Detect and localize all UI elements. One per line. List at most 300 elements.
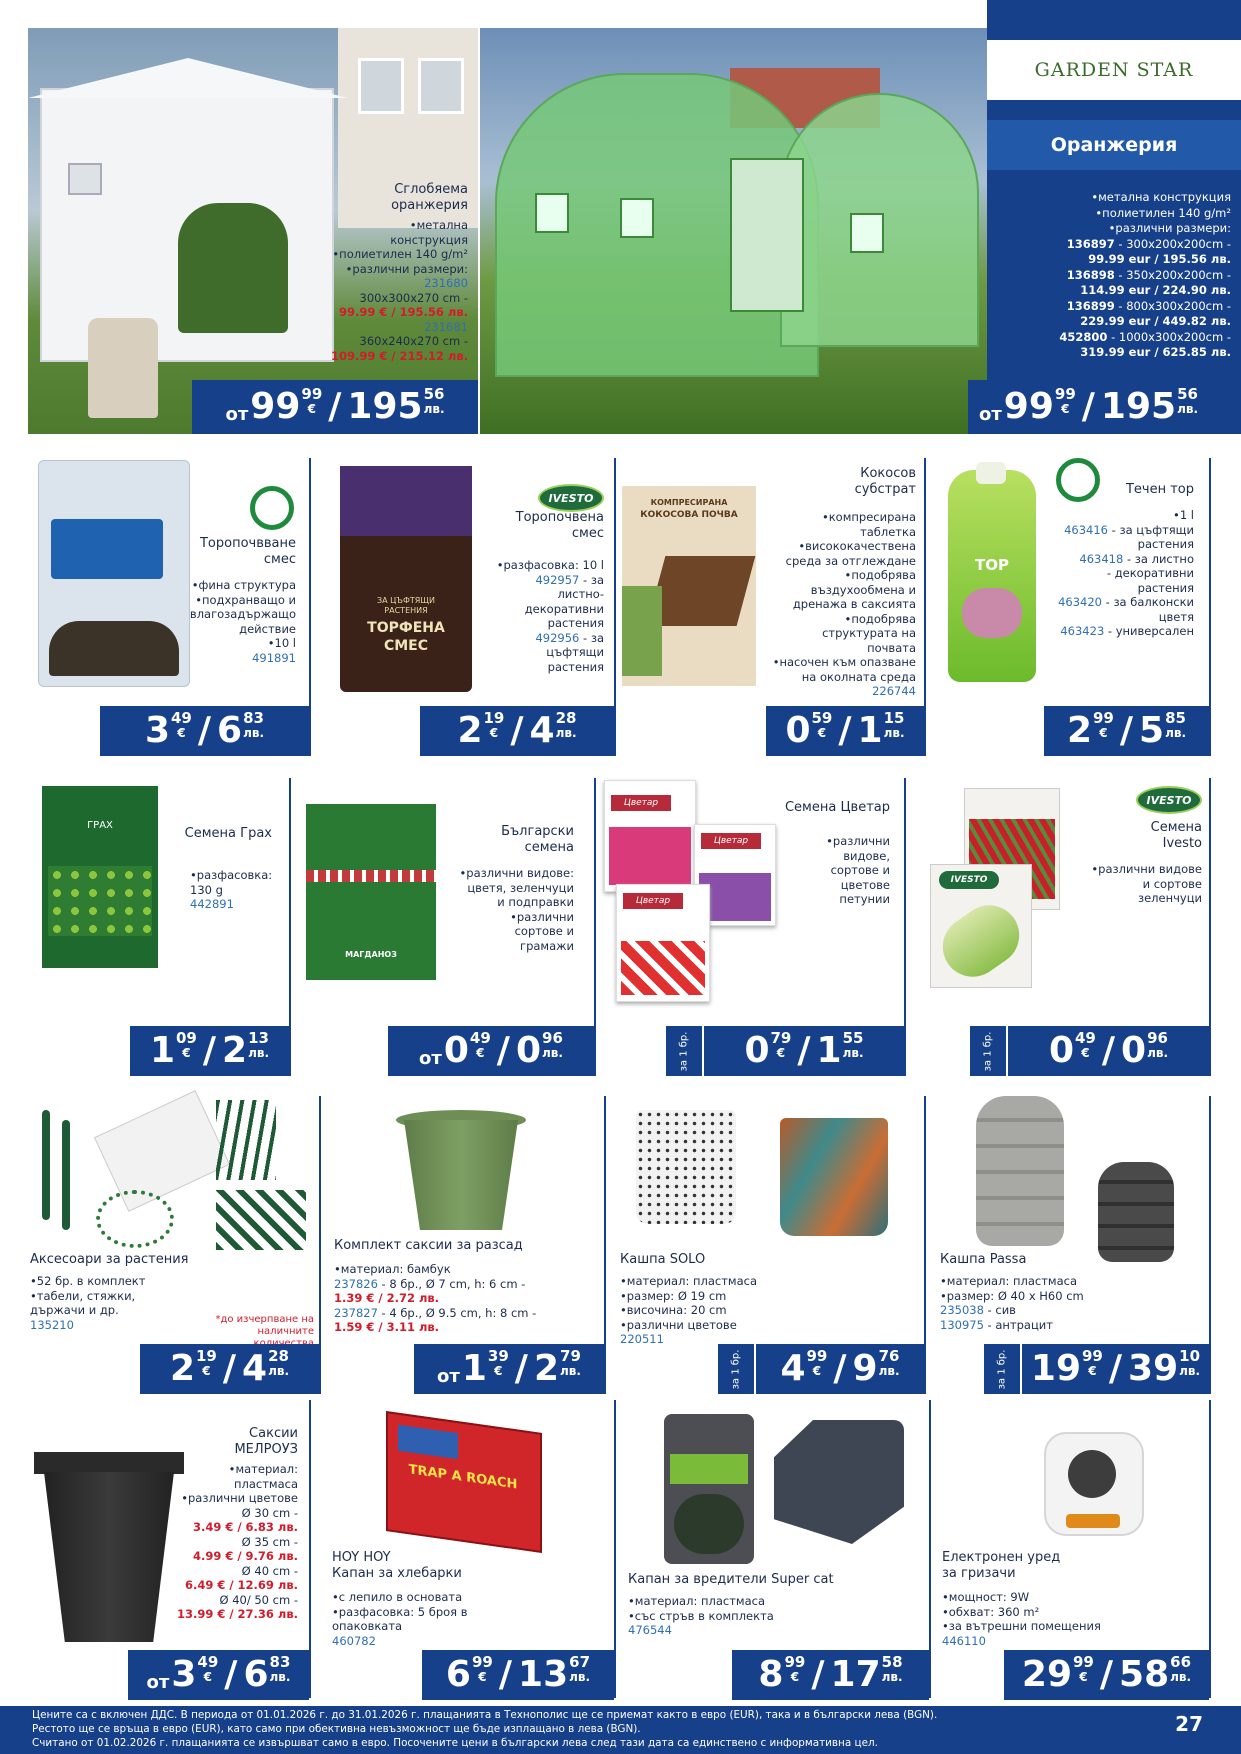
price-bgn-dec: 15 xyxy=(883,709,905,727)
product-desc xyxy=(780,834,890,907)
desc-line: •за вътрешни помещения xyxy=(942,1619,1101,1633)
variant-price: 1.59 € / 3.11 лв. xyxy=(334,1320,440,1334)
plant-clips xyxy=(216,1190,306,1250)
price-bgn-dec: 96 xyxy=(542,1029,563,1047)
variant-price: 229.99 eur / 449.82 лв. xyxy=(1080,314,1231,328)
price-eur-int: 99 xyxy=(1003,386,1054,427)
price-tag: 0 79 € / 1 55 лв. xyxy=(704,1026,904,1076)
rat-trap-image xyxy=(774,1420,904,1544)
product-desc xyxy=(1040,508,1194,639)
variant-code: 452800 xyxy=(1059,329,1108,344)
price-eur-sym: € xyxy=(494,1364,503,1378)
spec-line: •различни размери: xyxy=(1108,221,1231,235)
price-prefix: от xyxy=(419,1048,442,1069)
product-code: 226744 xyxy=(872,684,916,698)
price-tag: от 0 49 € / 0 96 лв. xyxy=(388,1026,594,1076)
unit-text: за 1 бр. xyxy=(678,1031,690,1071)
price-bgn-sym: лв. xyxy=(555,726,577,740)
price-bgn-int: 17 xyxy=(830,1654,881,1695)
desc-line: •разфасовка: 10 l xyxy=(496,558,604,572)
collapsible-price-tag: от 99 99 € / 195 56 лв. xyxy=(192,380,478,434)
ornament-stripe xyxy=(306,870,436,882)
price-eur-dec: 49 xyxy=(1075,1029,1096,1047)
sprouts-illustration xyxy=(622,586,662,676)
collapsible-spec: конструкция xyxy=(390,232,468,247)
desc-line: •мощност: 9W xyxy=(942,1590,1030,1604)
desc-line: •височина: 20 cm xyxy=(620,1303,727,1317)
pot-body xyxy=(404,1120,518,1230)
desc-line: •различни xyxy=(510,909,574,924)
price-prefix: от xyxy=(225,404,249,425)
pack-label xyxy=(670,1454,748,1484)
desc-line: и подправки xyxy=(497,895,574,909)
product-title xyxy=(480,510,604,542)
disclaimer-line: Цените са с включен ДДС. В периода от 01.01.2026 г. до 31.01.2026 г. плащанията в Технополис ще се приемат както в евро (EUR), така и в български лева (BGN). xyxy=(32,1709,938,1721)
bottle-cap xyxy=(976,462,1006,484)
price-prefix: от xyxy=(146,1672,170,1693)
unit-label xyxy=(970,1026,1006,1076)
desc-line: •насочен към опазване xyxy=(772,655,916,669)
price-bgn-int: 195 xyxy=(347,386,423,427)
price-eur-sym: € xyxy=(1061,402,1070,416)
variant-price: 99.99 € / 195.56 лв. xyxy=(338,305,468,319)
price-eur-int: 3 xyxy=(171,1654,197,1695)
unit-text: за 1 бр. xyxy=(982,1031,994,1071)
title-line: Торопочвена xyxy=(515,510,604,525)
price-bgn-sym: лв. xyxy=(883,726,905,740)
price-eur-dec: 99 xyxy=(1082,1347,1103,1365)
desc-line: •материал: бамбук xyxy=(334,1262,451,1276)
price-bgn-dec: 83 xyxy=(269,1653,291,1671)
plants-illustration xyxy=(178,203,288,333)
pack-text: Цветар xyxy=(611,795,671,811)
desc-line: опаковката xyxy=(332,1619,403,1633)
zucchini-photo xyxy=(931,893,1031,988)
pack-text: КОМПРЕСИРАНА xyxy=(650,498,728,507)
desc-line: •размер: Ø 19 cm xyxy=(620,1288,727,1303)
product-code: 463423 xyxy=(1060,624,1105,638)
tent-window xyxy=(68,163,102,195)
price-eur-int: 0 xyxy=(1048,1030,1074,1071)
device-label xyxy=(1066,1514,1120,1528)
variant-text: - 8 бр., Ø 7 cm, h: 6 cm - xyxy=(377,1276,526,1291)
price-bgn-dec: 83 xyxy=(243,709,264,727)
price-bgn-int: 6 xyxy=(217,710,243,751)
desc-line: •различни видове xyxy=(1091,862,1202,876)
ivesto-logo: IVESTO xyxy=(538,484,604,512)
flower-photo xyxy=(621,941,705,995)
price-tag: 8 99 € / 17 58 лв. xyxy=(732,1650,929,1700)
collapsible-title-2: оранжерия xyxy=(391,198,468,213)
product-title xyxy=(1060,820,1202,852)
price-bgn-int: 0 xyxy=(515,1030,541,1071)
seed-packet xyxy=(930,864,1032,988)
price-bgn-int: 1 xyxy=(857,710,883,751)
product-title: Кашпа Passa xyxy=(940,1252,1027,1267)
rat-trap-package-image xyxy=(664,1414,754,1564)
price-eur-int: 6 xyxy=(445,1654,471,1695)
code-tail: - за xyxy=(579,630,604,645)
unit-label xyxy=(984,1344,1020,1394)
desc-line: растения xyxy=(547,659,604,674)
size-line: Ø 35 cm - xyxy=(241,1534,298,1549)
product-desc xyxy=(628,1594,848,1638)
passa-pot-anthracite-image xyxy=(1098,1162,1174,1262)
variant-size: 300x300x270 cm - xyxy=(359,290,468,305)
pot-body xyxy=(44,1472,174,1642)
ivesto-logo: IVESTO xyxy=(1136,786,1202,814)
variant-size: 360x240x270 cm - xyxy=(359,334,468,348)
product-title: Течен тор xyxy=(1125,482,1194,497)
variant-line xyxy=(334,1306,604,1321)
desc-line: 130 g xyxy=(190,882,223,897)
product-code: 235038 xyxy=(940,1303,984,1317)
product-code: 130975 xyxy=(940,1317,984,1332)
pack-text: Цветар xyxy=(701,833,761,849)
desc-line: •с лепило в основата xyxy=(332,1590,463,1604)
price-bgn-dec: 28 xyxy=(268,1347,289,1365)
product-title: Семена Грах xyxy=(184,826,272,841)
desc-line: •различни видове: xyxy=(459,866,574,880)
unit-text: за 1 бр. xyxy=(730,1349,742,1389)
product-code: 237826 xyxy=(334,1276,378,1291)
collapsible-spec: •различни размери: xyxy=(345,261,468,276)
price-bgn-dec: 13 xyxy=(248,1029,269,1047)
price-bgn-dec: 96 xyxy=(1147,1029,1168,1047)
bag-text: ЗА ЦЪФТЯЩИ xyxy=(376,596,436,605)
pack-text: МАГДАНОЗ xyxy=(345,950,397,959)
flower-illustration xyxy=(962,588,1022,638)
desc-line: •разфасовка: 5 броя в xyxy=(332,1604,468,1619)
size-price: 4.99 € / 9.76 лв. xyxy=(192,1549,298,1563)
desc-line: и сортове xyxy=(1142,876,1202,891)
variant-line xyxy=(1040,523,1194,538)
product-code: 476544 xyxy=(628,1623,672,1637)
desc-line: •материал: xyxy=(228,1462,298,1476)
price-bgn-dec: 67 xyxy=(569,1653,591,1671)
product-desc xyxy=(620,1274,820,1347)
price-bgn-int: 0 xyxy=(1121,1030,1147,1071)
house-window xyxy=(358,58,404,114)
price-eur-sym: € xyxy=(489,726,499,740)
price-bgn-int: 2 xyxy=(222,1030,248,1071)
note-line: *до изчерпване на xyxy=(215,1314,314,1325)
variant-line xyxy=(1040,595,1194,610)
price-eur-int: 1 xyxy=(149,1030,175,1071)
desc-line: листно- xyxy=(557,587,604,601)
desc-line: •различни xyxy=(826,834,890,848)
variant-size: - 350x200x200cm - xyxy=(1114,267,1231,282)
price-eur-sym: € xyxy=(1099,726,1108,740)
price-eur-dec: 49 xyxy=(197,1653,219,1671)
price-bgn-int: 5 xyxy=(1139,710,1165,751)
product-title: Комплект саксии за разсад xyxy=(334,1238,523,1253)
pack-text: КОКОСОВА ПОЧВА xyxy=(640,510,738,520)
title-line: Електронен уред xyxy=(942,1550,1061,1565)
price-tag: 1 09 € / 2 13 лв. xyxy=(130,1026,289,1076)
price-bgn-dec: 58 xyxy=(881,1653,903,1671)
greenhouse-info-panel xyxy=(987,0,1241,434)
size-price: 13.99 € / 27.36 лв. xyxy=(176,1607,298,1621)
plant-stake xyxy=(62,1120,70,1230)
garden-star-logo: GARDEN STAR xyxy=(987,40,1241,100)
title-line: Саксии xyxy=(249,1426,298,1441)
price-bgn-sym: лв. xyxy=(243,726,265,740)
price-bgn-sym: лв. xyxy=(842,1046,864,1060)
price-eur-dec: 99 xyxy=(471,1653,493,1671)
price-bgn-sym: лв. xyxy=(569,1670,591,1684)
price-bgn-dec: 56 xyxy=(1177,385,1198,403)
size-line: Ø 40/ 50 cm - xyxy=(219,1592,298,1607)
price-tag: 0 59 € / 1 15 лв. xyxy=(766,706,924,756)
product-desc xyxy=(332,1590,502,1648)
product-code: 491891 xyxy=(252,650,296,665)
product-desc xyxy=(940,1274,1140,1332)
unit-label xyxy=(666,1026,702,1076)
product-title xyxy=(170,1426,298,1458)
price-eur-dec: 39 xyxy=(487,1347,509,1365)
price-eur-sym: € xyxy=(307,402,316,416)
product-desc xyxy=(334,1262,604,1335)
price-tag: 2 99 € / 5 85 лв. xyxy=(1044,706,1209,756)
seed-packet xyxy=(604,780,696,892)
price-eur-dec: 59 xyxy=(811,709,833,727)
size-price: 6.49 € / 12.69 лв. xyxy=(184,1578,298,1592)
product-title: Капан за вредители Super cat xyxy=(628,1572,834,1587)
desc-line: •подобрява xyxy=(844,568,916,582)
price-tag: 19 99 € / 39 10 лв. xyxy=(1022,1344,1209,1394)
price-eur-sym: € xyxy=(177,726,186,740)
price-eur-sym: € xyxy=(790,1670,800,1684)
bag-text: РАСТЕНИЯ xyxy=(384,606,428,615)
price-bgn-dec: 28 xyxy=(555,709,577,727)
price-eur-dec: 19 xyxy=(483,709,505,727)
greenhouse-door xyxy=(730,158,804,312)
desc-line: •разфасовка: xyxy=(190,868,273,882)
price-eur-int: 0 xyxy=(744,1030,770,1071)
product-code: 463416 xyxy=(1064,522,1108,537)
price-eur-int: 8 xyxy=(758,1654,784,1695)
desc-line: видове, xyxy=(843,848,890,863)
passa-pot-grey-image xyxy=(976,1096,1064,1246)
product-desc xyxy=(1060,862,1202,906)
desc-line: сортове и xyxy=(830,863,890,877)
price-eur-sym: € xyxy=(476,1046,485,1060)
desc-line: растения xyxy=(1137,537,1194,551)
product-desc xyxy=(440,866,574,953)
pack-text: ГРАХ xyxy=(87,820,113,831)
price-eur-int: 2 xyxy=(169,1348,195,1389)
plant-accessories-image xyxy=(36,1100,306,1250)
desc-line: •различни цветове xyxy=(181,1491,298,1505)
variant-size: - 800x300x200cm - xyxy=(1114,298,1231,313)
greenhouse-title: Оранжерия xyxy=(987,120,1241,170)
variant-text: - за балконски xyxy=(1101,595,1194,609)
desc-line: •табели, стяжки, xyxy=(30,1288,136,1303)
price-eur-int: 1 xyxy=(461,1348,487,1389)
column-divider xyxy=(614,1400,616,1698)
column-divider xyxy=(924,458,926,756)
variant-price: 1.39 € / 2.72 лв. xyxy=(334,1291,440,1305)
desc-line: цветя, зеленчуци xyxy=(467,880,574,895)
roach-trap-box-image xyxy=(386,1411,542,1553)
price-bgn-sym: лв. xyxy=(881,1670,903,1684)
ivesto-seeds-image xyxy=(930,788,1060,988)
product-code: 492957 xyxy=(535,572,580,587)
price-bgn-sym: лв. xyxy=(1170,1670,1192,1684)
column-divider xyxy=(309,458,311,756)
product-desc xyxy=(942,1590,1162,1648)
product-title xyxy=(760,466,916,498)
price-eur-sym: € xyxy=(812,1364,822,1378)
product-title xyxy=(942,1550,1202,1582)
variant-code: 231681 xyxy=(424,319,468,334)
pack-brand: IVESTO xyxy=(939,871,999,889)
desc-line: дренажа в саксията xyxy=(792,597,916,611)
price-bgn-int: 1 xyxy=(816,1030,842,1071)
desc-line: •фина структура xyxy=(191,578,296,592)
product-code: 135210 xyxy=(30,1317,74,1332)
price-tag: 0 49 € / 0 96 лв. xyxy=(1008,1026,1209,1076)
variant-text: - за листно xyxy=(1123,551,1194,566)
desc-line: въздухообмена и xyxy=(810,582,916,597)
variant-line xyxy=(334,1277,604,1292)
desc-line: растения xyxy=(547,616,604,630)
price-bgn-int: 13 xyxy=(518,1654,569,1695)
price-bgn-sym: лв. xyxy=(1165,726,1187,740)
price-bgn-int: 4 xyxy=(529,710,555,751)
product-desc xyxy=(740,510,916,699)
flower-print xyxy=(340,466,472,536)
desc-line: •различни цветове xyxy=(620,1317,737,1332)
price-eur-int: 3 xyxy=(144,710,170,751)
variant-text: - антрацит xyxy=(983,1317,1053,1332)
house-window xyxy=(418,58,464,114)
price-bgn-int: 2 xyxy=(533,1348,559,1389)
price-tag: 2 19 € / 4 28 лв. xyxy=(420,706,614,756)
price-prefix: от xyxy=(437,1366,460,1387)
product-code: 492956 xyxy=(535,630,580,645)
product-title: Аксесоари за растения xyxy=(30,1252,189,1267)
desc-line: •1 l xyxy=(1173,508,1194,522)
column-divider xyxy=(319,1096,321,1394)
desc-line: •материал: пластмаса xyxy=(940,1274,1078,1288)
product-title xyxy=(448,824,574,856)
column-divider xyxy=(1209,1400,1211,1698)
column-divider xyxy=(1209,778,1211,1076)
desc-line: - декоративни xyxy=(1106,566,1194,580)
price-bgn-sym: лв. xyxy=(1177,402,1199,416)
price-eur-int: 2 xyxy=(457,710,483,751)
flower-photo xyxy=(609,827,691,885)
price-eur-dec: 09 xyxy=(176,1029,197,1047)
column-divider xyxy=(904,778,906,1076)
price-bgn-sym: лв. xyxy=(1147,1046,1169,1060)
price-eur-dec: 19 xyxy=(196,1347,217,1365)
price-eur-dec: 79 xyxy=(770,1029,792,1047)
desc-line: петунии xyxy=(839,892,890,906)
product-code: 237827 xyxy=(334,1305,378,1320)
variant-text: - универсален xyxy=(1104,624,1194,638)
variant-text: - за цъфтящи xyxy=(1108,522,1194,537)
variant-code: 136897 xyxy=(1066,236,1115,251)
price-tag: 2 19 € / 4 28 лв. xyxy=(140,1344,319,1394)
laktofol-logo xyxy=(250,486,294,530)
price-eur-dec: 49 xyxy=(171,709,192,727)
product-desc xyxy=(190,868,280,912)
greenhouse-price-tag: от 99 99 € / 195 56 лв. xyxy=(968,380,1209,434)
price-tag: 4 99 € / 9 76 лв. xyxy=(756,1344,924,1394)
price-bgn-sym: лв. xyxy=(268,1364,290,1378)
title-line: за гризачи xyxy=(942,1566,1016,1581)
desc-line: пластмаса xyxy=(233,1476,298,1491)
price-bgn-int: 6 xyxy=(243,1654,269,1695)
price-bgn-int: 39 xyxy=(1128,1348,1179,1389)
desc-line: действие xyxy=(239,621,296,636)
product-title: Кашпа SOLO xyxy=(620,1252,706,1267)
price-bgn-sym: лв. xyxy=(560,1364,581,1378)
cable-ties xyxy=(216,1100,276,1180)
desc-line: растения xyxy=(1137,580,1194,595)
collapsible-spec: •полиетилен 140 g/m² xyxy=(332,247,468,261)
column-divider xyxy=(604,1096,606,1394)
variant-line xyxy=(940,1318,1140,1333)
spec-line: •метална конструкция xyxy=(1091,190,1231,204)
box-graphic xyxy=(398,1425,458,1459)
solo-pot-image xyxy=(780,1118,888,1236)
column-divider xyxy=(929,1400,931,1698)
price-bgn-int: 58 xyxy=(1119,1654,1170,1695)
title-line: семена xyxy=(524,840,574,855)
price-eur-int: 19 xyxy=(1030,1348,1081,1389)
variant-code: 136898 xyxy=(1066,267,1115,282)
title-line: смес xyxy=(571,526,604,541)
variant-price: 99.99 eur / 195.56 лв. xyxy=(1088,252,1231,266)
price-eur-dec: 99 xyxy=(784,1653,806,1671)
title-line: субстрат xyxy=(854,482,916,497)
greenhouse-window xyxy=(850,213,884,253)
peat-bag-image xyxy=(340,466,472,692)
product-desc xyxy=(160,1462,298,1622)
price-eur-int: 0 xyxy=(785,710,811,751)
code-tail: - за xyxy=(579,572,604,587)
greenhouse-photo xyxy=(480,28,987,434)
greenhouse-specs xyxy=(991,190,1231,361)
peas-illustration xyxy=(48,866,152,936)
rodent-repeller-image xyxy=(1044,1432,1144,1536)
desc-line: •компресирана xyxy=(821,510,916,524)
spec-line: •полиетилен 140 g/m² xyxy=(1095,205,1231,220)
variant-price: 109.99 € / 215.12 лв. xyxy=(330,348,468,363)
note-line: наличните xyxy=(257,1326,314,1337)
price-bgn-sym: лв. xyxy=(542,1046,563,1060)
variant-line xyxy=(991,330,1231,346)
variant-text: - 4 бр., Ø 9.5 cm, h: 8 cm - xyxy=(377,1305,537,1320)
column-divider xyxy=(309,1400,311,1698)
product-code: 446110 xyxy=(942,1633,986,1648)
desc-line: зеленчуци xyxy=(1137,891,1202,905)
column-divider xyxy=(594,778,596,1076)
price-prefix: от xyxy=(978,404,1002,425)
price-eur-dec: 99 xyxy=(1073,1653,1094,1671)
desc-line: •материал: пластмаса xyxy=(628,1594,766,1608)
desc-line: •10 l xyxy=(267,636,296,650)
price-bgn-dec: 76 xyxy=(878,1347,900,1365)
pea-seeds-image xyxy=(42,786,158,968)
tent-roof xyxy=(28,58,348,98)
variant-line xyxy=(1040,624,1194,639)
price-eur-int: 2 xyxy=(1066,710,1092,751)
